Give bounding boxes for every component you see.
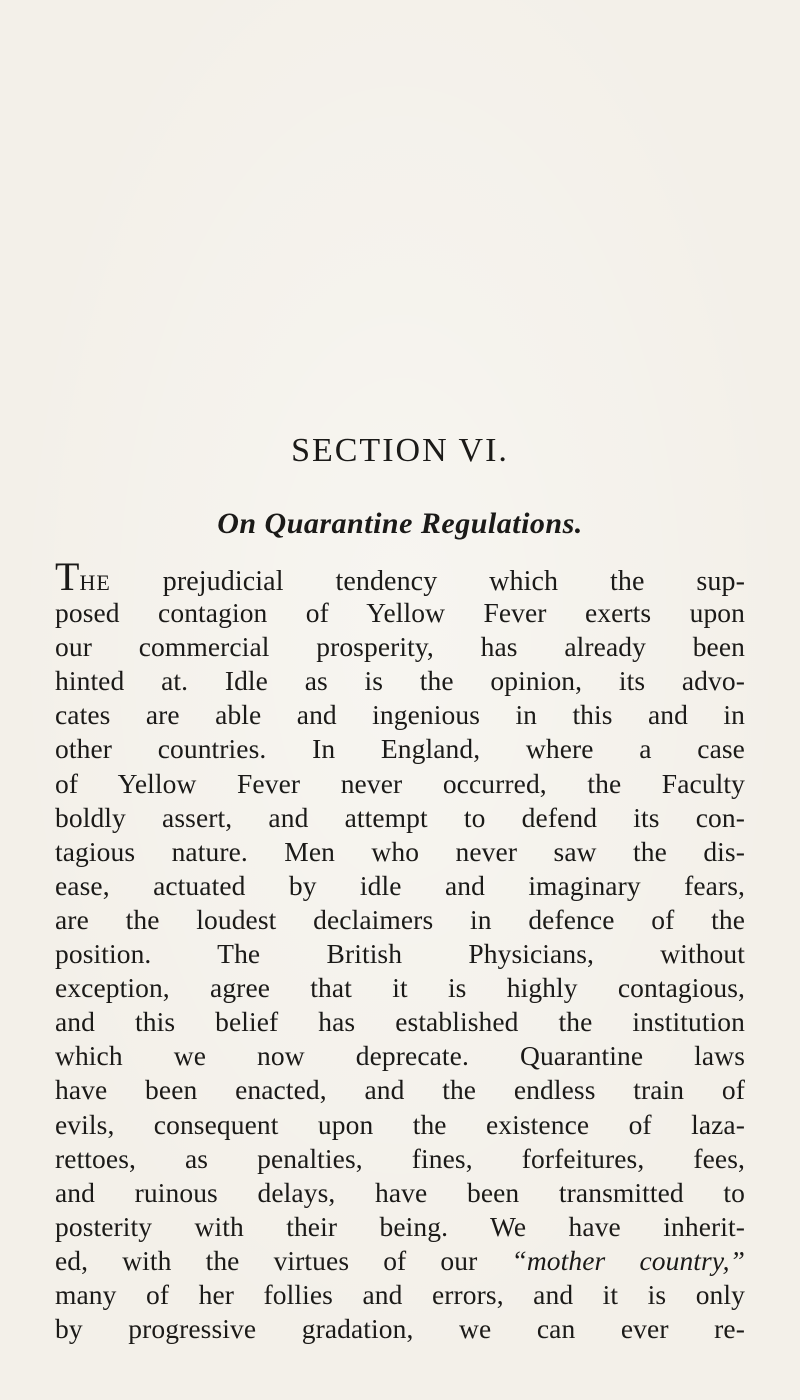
paragraph-line: and ruinous delays, have been transmitted to bbox=[55, 1176, 745, 1208]
paragraph-line: of Yellow Fever never occurred, the Faculty bbox=[55, 767, 745, 799]
first-line-text: prejudicial tendency which the sup- bbox=[110, 566, 745, 597]
paragraph-line: boldly assert, and attempt to defend its con- bbox=[55, 801, 745, 833]
paragraph-line: our commercial prosperity, has already been bbox=[55, 631, 745, 663]
paragraph-line: rettoes, as penalties, fines, forfeitures, fees, bbox=[55, 1142, 745, 1174]
paragraph-line: other countries. In England, where a case bbox=[55, 733, 745, 765]
paragraph-line: ease, actuated by idle and imaginary fears, bbox=[55, 869, 745, 901]
body-paragraph bbox=[55, 554, 745, 1346]
paragraph-line: posed contagion of Yellow Fever exerts upon bbox=[55, 597, 745, 629]
paragraph-line: tagious nature. Men who never saw the dis- bbox=[55, 835, 745, 867]
section-subtitle: On Quarantine Regulations. bbox=[217, 507, 583, 540]
section-heading: SECTION VI. bbox=[291, 432, 509, 469]
paragraph-line bbox=[55, 1244, 745, 1278]
paragraph-line: are the loudest declaimers in defence of the bbox=[55, 903, 745, 935]
paragraph-line bbox=[55, 554, 745, 599]
paragraph-line: which we now deprecate. Quarantine laws bbox=[55, 1040, 745, 1072]
line-text: ed, with the virtues of our bbox=[55, 1244, 512, 1276]
paragraph-line: hinted at. Idle as is the opinion, its advo- bbox=[55, 665, 745, 697]
paragraph-line: exception, agree that it is highly contagious, bbox=[55, 972, 745, 1004]
paragraph-line: cates are able and ingenious in this and in bbox=[55, 699, 745, 731]
paragraph-line: evils, consequent upon the existence of laza- bbox=[55, 1108, 745, 1140]
drop-cap: T bbox=[55, 554, 80, 599]
paragraph-line: posterity with their being. We have inherit- bbox=[55, 1210, 745, 1242]
italic-quote: “mother country,” bbox=[511, 1244, 745, 1276]
paragraph-line: and this belief has established the institution bbox=[55, 1006, 745, 1038]
paragraph-line: position. The British Physicians, without bbox=[55, 938, 745, 970]
paragraph-line: have been enacted, and the endless train of bbox=[55, 1074, 745, 1106]
small-caps-text: HE bbox=[79, 570, 111, 595]
paragraph-line: many of her follies and errors, and it is only bbox=[55, 1278, 745, 1310]
paragraph-line: by progressive gradation, we can ever re- bbox=[55, 1313, 745, 1345]
